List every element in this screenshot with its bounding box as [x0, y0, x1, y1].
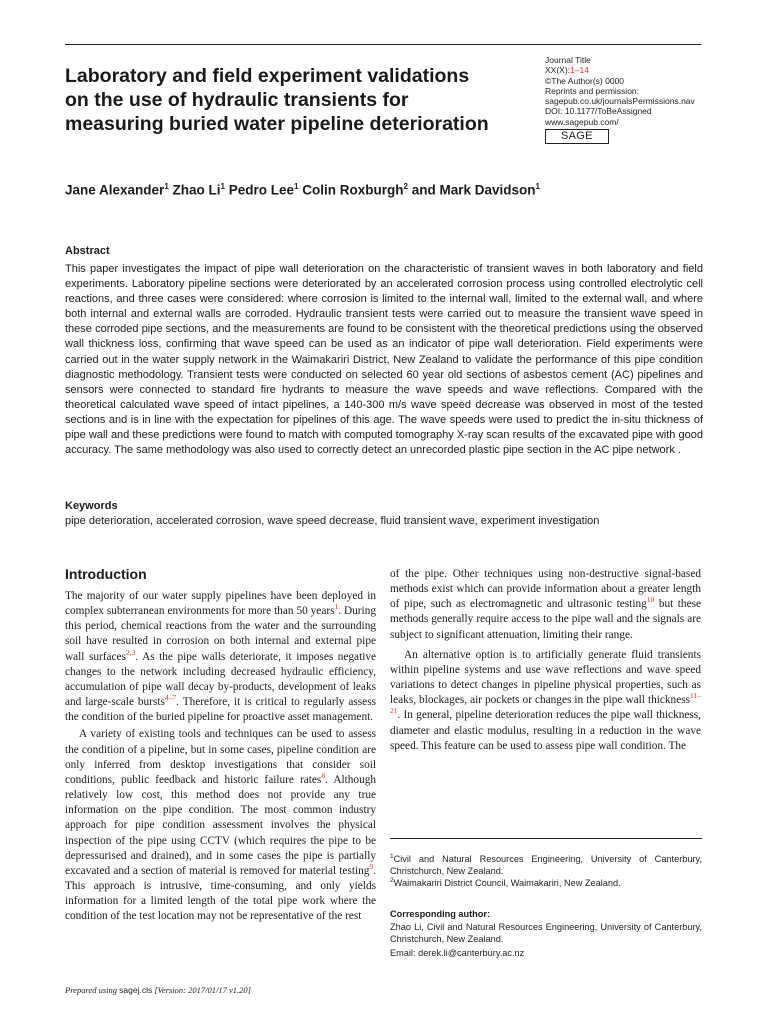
doi[interactable]: DOI: 10.1177/ToBeAssigned: [545, 106, 652, 117]
citation-link[interactable]: 8: [321, 771, 326, 781]
abstract-heading: Abstract: [65, 245, 110, 257]
body-column-left: [65, 589, 376, 924]
corresponding-email[interactable]: Email: derek.li@canterbury.ac.nz: [390, 948, 525, 958]
citation-link[interactable]: 4–7: [164, 693, 177, 703]
citation-link[interactable]: 9: [369, 862, 374, 872]
author-list: [65, 182, 540, 198]
author: Colin Roxburgh: [302, 182, 404, 198]
page-range-link[interactable]: 1–14: [570, 65, 589, 76]
affiliation-mark: 1: [220, 182, 225, 191]
author: Jane Alexander: [65, 182, 165, 198]
website[interactable]: www.sagepub.com/: [545, 116, 619, 127]
affiliation-footnote: $^2$Waimakariri District Council, Waimakariri, New Zealand.: [390, 877, 621, 889]
journal-meta: [545, 55, 720, 144]
citation-link[interactable]: 11–21: [390, 691, 701, 716]
footnote-rule: [390, 838, 702, 839]
citation-link[interactable]: 2,3: [125, 647, 136, 657]
paper-title: Laboratory and field experiment validations on the use of hydraulic transients for measuring buried water pipeline deterioration: [65, 65, 489, 135]
paragraph: A variety of existing tools and techniques can be used to assess the condition of a pipeline, but in some cases, pipeline condition are only inferred from desktop investigations that consider soil conditions, public feedback and historic failure rates$^8$. Although relatively low cost, this method does not provide any true information on the pipe condition. The most common industry approach for pipe condition assessment involves the physical inspection of the pipe using CCTV (which requires the pipe to be depressurised and drained), and in some cases the pipe is partially excavated and a section of material is removed for material testing$^9$. This approach is intrusive, time-consuming, and only yields information for a limited length of the total pipe work where the condition of the test location may not be representative of the rest: [65, 728, 377, 923]
reprints: Reprints and permission:: [545, 85, 640, 96]
citation-link[interactable]: 10: [646, 595, 655, 605]
journal-volume: XX(X):1–14: [545, 65, 589, 76]
paragraph: An alternative option is to artificially generate fluid transients within pipeline systems and use wave reflections and wave speed variations to detect changes in pipeline physical properties, such as leaks, blockages, air pockets or changes in the pipe wall thickness$^{11-21}$. In general, pipeline deterioration reduces the pipe wall thickness, diameter and elastic modulus, resulting in a reduction in the wave speed. This feature can be used to assess pipe wall condition. The: [390, 648, 701, 752]
affiliation-footnote: $^1$Civil and Natural Resources Engineering, University of Canterbury, Christchurch, New Zealand.: [390, 853, 702, 877]
author: Mark Davidson: [439, 182, 536, 198]
citation-link[interactable]: 1: [334, 602, 339, 612]
affiliation-mark: 2: [403, 182, 408, 191]
copyright: ©The Author(s) 0000: [545, 75, 625, 86]
keywords-heading: Keywords: [65, 500, 118, 512]
author: Pedro Lee: [228, 182, 295, 198]
sage-logo: SAGE: [545, 129, 609, 144]
page-footer: Prepared using sagej.cls [Version: 2017/01/17 v1.20]: [65, 985, 251, 995]
and-conjunction: and: [411, 182, 436, 198]
paragraph: The majority of our water supply pipelines have been deployed in complex subterranean environments for more than 50 years$^1$. During this period, chemical reactions from the water and the surrounding soil have resulted in corrosion on both internal and external pipe wall surfaces$^{2,3}$. As the pipe walls deteriorate, it imposes negative changes to the network including decreased hydraulic efficiency, accumulation of pipe wall decay by-products, development of leaks and large-scale bursts$^{4-7}$. Therefore, it is critical to regularly assess the condition of the buried pipeline for proactive asset management.: [65, 590, 377, 724]
author: Zhao Li: [172, 182, 221, 198]
affiliation-mark: 1: [294, 182, 299, 191]
affiliation-mark: 1: [535, 182, 540, 191]
corresponding-author-heading: Corresponding author:: [390, 909, 491, 919]
affiliation-mark: 1: [164, 182, 169, 191]
corresponding-author-text: Zhao Li, Civil and Natural Resources Engineering, University of Canterbury, Christchurch, New Zealand.: [390, 922, 702, 945]
permissions-url[interactable]: sagepub.co.uk/journalsPermissions.nav: [545, 96, 695, 107]
introduction-heading: Introduction: [65, 566, 147, 582]
journal-title: Journal Title: [545, 55, 591, 65]
body-column-right: [390, 567, 701, 754]
class-file-name: sagej.cls: [119, 985, 153, 995]
header-rule: [65, 44, 701, 45]
keywords-text: pipe deterioration, accelerated corrosion, wave speed decrease, fluid transient wave, experiment investigation: [65, 515, 600, 527]
abstract-text: This paper investigates the impact of pipe wall deterioration on the characteristic of transient waves in both laboratory and field experiments. Laboratory pipeline sections were deteriorated by an accelerated corrosion process using controlled electrolytic cell reactions, and three cases were considered: where corrosion is limited to the internal wall, limited to the external wall, and where both internal and external walls are corroded. Hydraulic transient tests were carried out to measure the transient wave speed in these corroded pipe sections, and the measurements are found to be consistent with the theoretical predictions using the observed wall thickness loss, confirming that wave speed can be used as an indicator of pipe wall deterioration. Field experiments were carried out in the water supply network in the Waimakariri District, New Zealand to validate the performance of this pipe condition diagnostic methodology. Transient tests were conducted on selected 60 year old sections of asbestos cement (AC) pipelines and sensors were connected to standard fire hydrants to measure the wave speeds and wave reflections. Compared with the theoretical calculated wave speed of intact pipelines, a 140-300 m/s wave speed decrease was observed in most of the tested sections and is in line with the expectation for pipelines of this age. The wave speeds were used to predict the in-situ thickness of pipe wall and these predictions were found to match with computed tomography X-ray scan results of the excavated pipe with good accuracy. The same methodology was also used to correctly detect an unrecorded plastic pipe section in the AC pipe network .: [65, 263, 703, 457]
paragraph: of the pipe. Other techniques using non-destructive signal-based methods exist which can provide information about a greater length of pipe, such as electromagnetic and ultrasonic testing$^{10}$ but these methods generally require access to the pipe wall and the signals are subject to significant attenuation, limiting their range.: [390, 568, 702, 641]
